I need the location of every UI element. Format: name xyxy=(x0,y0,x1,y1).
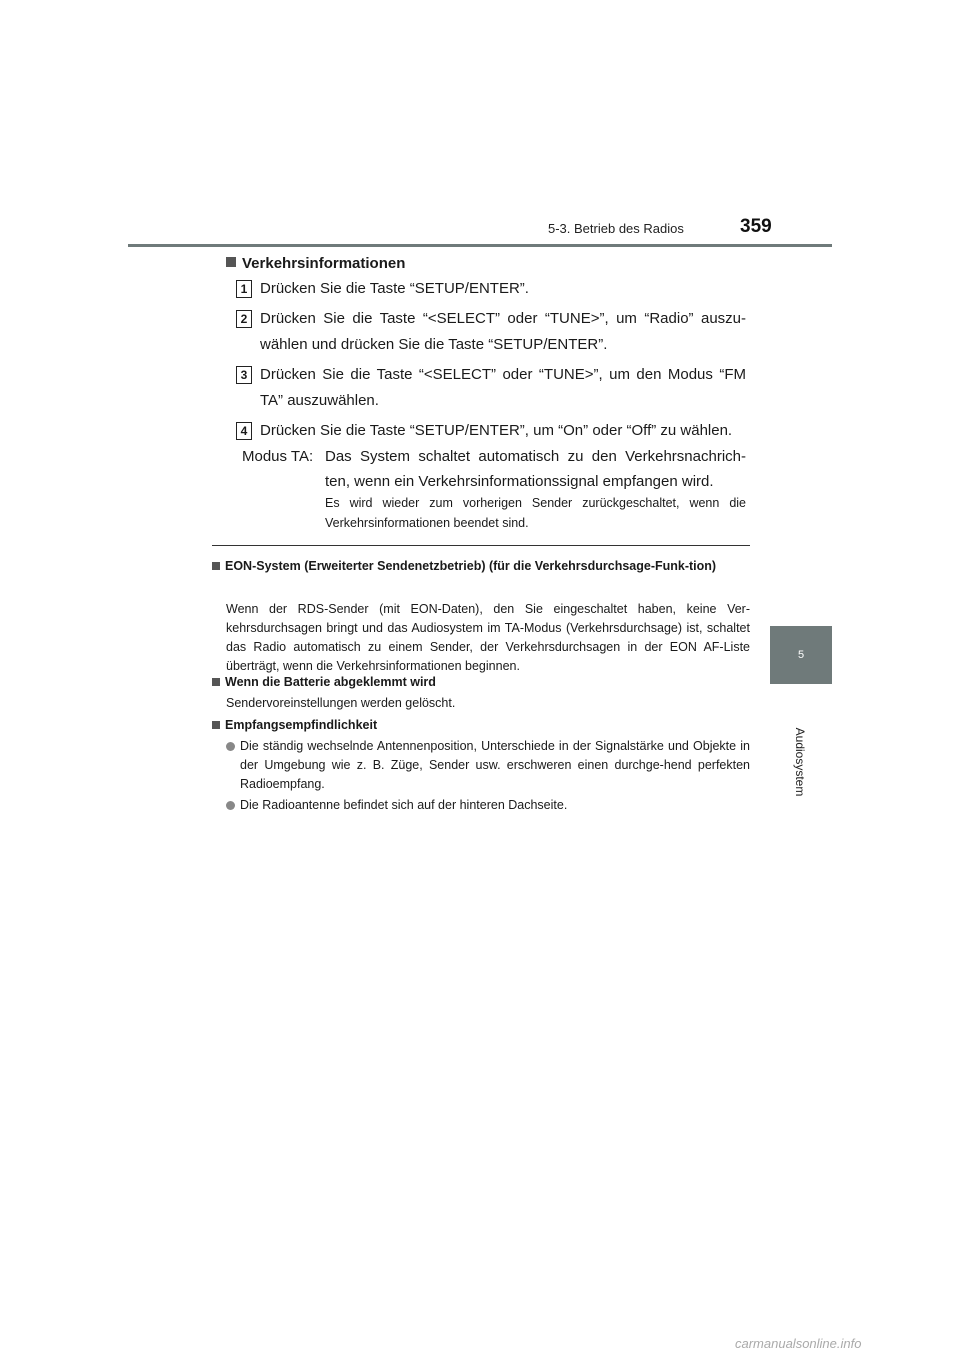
step-2-text: Drücken Sie die Taste “<SELECT” oder “TUNE>”, um “Radio” auszu-wählen und drücken Sie die Taste “SETUP/ENTER”. xyxy=(260,310,746,353)
step-1-badge: 1 xyxy=(236,280,252,298)
chapter-tab[interactable]: 5 xyxy=(770,626,832,684)
mode-label: Modus TA: xyxy=(242,448,314,465)
watermark: carmanualsonline.info xyxy=(735,1336,862,1351)
note-eon-title xyxy=(212,557,750,576)
step-4-text: Drücken Sie die Taste “SETUP/ENTER”, um “On” oder “Off” zu wählen. xyxy=(260,422,733,439)
header-rule xyxy=(128,244,832,247)
section-heading xyxy=(226,255,405,272)
list-item xyxy=(212,796,750,815)
note-battery-title xyxy=(212,673,750,692)
square-bullet-icon xyxy=(212,721,220,729)
step-1-text: Drücken Sie die Taste “SETUP/ENTER”. xyxy=(260,280,529,297)
note-eon-body: Wenn der RDS-Sender (mit EON-Daten), den Sie eingeschaltet haben, keine Ver-kehrsdurchsagen bringt und das Audiosystem im TA-Modus (Verkehrsdurchsage) ist, schaltet das Radio automatisch zu einem Sender, der Verkehrsdurchsagen in der EON AF-Liste überträgt, wenn die Verkehrsinformationen beginnen. xyxy=(226,602,750,673)
circle-bullet-icon xyxy=(226,742,235,751)
list-item-text: Die ständig wechselnde Antennenposition, Unterschiede in der Signalstärke und Objekte in der Umgebung wie z. B. Züge, Sender usw. erschweren einen durchge-hend perfekten Radioempfang. xyxy=(240,739,750,791)
page-number: 359 xyxy=(740,216,772,237)
list-item xyxy=(212,737,750,794)
section-divider xyxy=(212,545,750,546)
section-title: 5-3. Betrieb des Radios xyxy=(548,221,684,236)
note-eon-title-text: EON-System (Erweiterter Sendenetzbetrieb) (für die Verkehrsdurchsage-Funk-tion) xyxy=(225,559,717,573)
square-bullet-icon xyxy=(212,678,220,686)
mode-note: Es wird wieder zum vorherigen Sender zurückgeschaltet, wenn die Verkehrsinformationen beendet sind. xyxy=(325,496,746,530)
chapter-label: Audiosystem xyxy=(793,727,807,797)
mode-description: Das System schaltet automatisch zu den Verkehrsnachrich-ten, wenn ein Verkehrsinformationssignal empfangen wird. xyxy=(325,448,746,490)
list-item-text: Die Radioantenne befindet sich auf der hinteren Dachseite. xyxy=(240,798,568,812)
section-heading-text: Verkehrsinformationen xyxy=(242,255,406,272)
note-battery-title-text: Wenn die Batterie abgeklemmt wird xyxy=(225,675,436,689)
note-reception-title xyxy=(212,716,750,735)
circle-bullet-icon xyxy=(226,801,235,810)
step-3-text: Drücken Sie die Taste “<SELECT” oder “TUNE>”, um den Modus “FM TA” auszuwählen. xyxy=(260,366,746,409)
square-bullet-icon xyxy=(226,257,236,267)
step-4-badge: 4 xyxy=(236,422,252,440)
step-3-badge: 3 xyxy=(236,366,252,384)
step-2-badge: 2 xyxy=(236,310,252,328)
note-reception-title-text: Empfangsempfindlichkeit xyxy=(225,718,378,732)
square-bullet-icon xyxy=(212,562,220,570)
note-battery-body: Sendervoreinstellungen werden gelöscht. xyxy=(226,696,456,710)
